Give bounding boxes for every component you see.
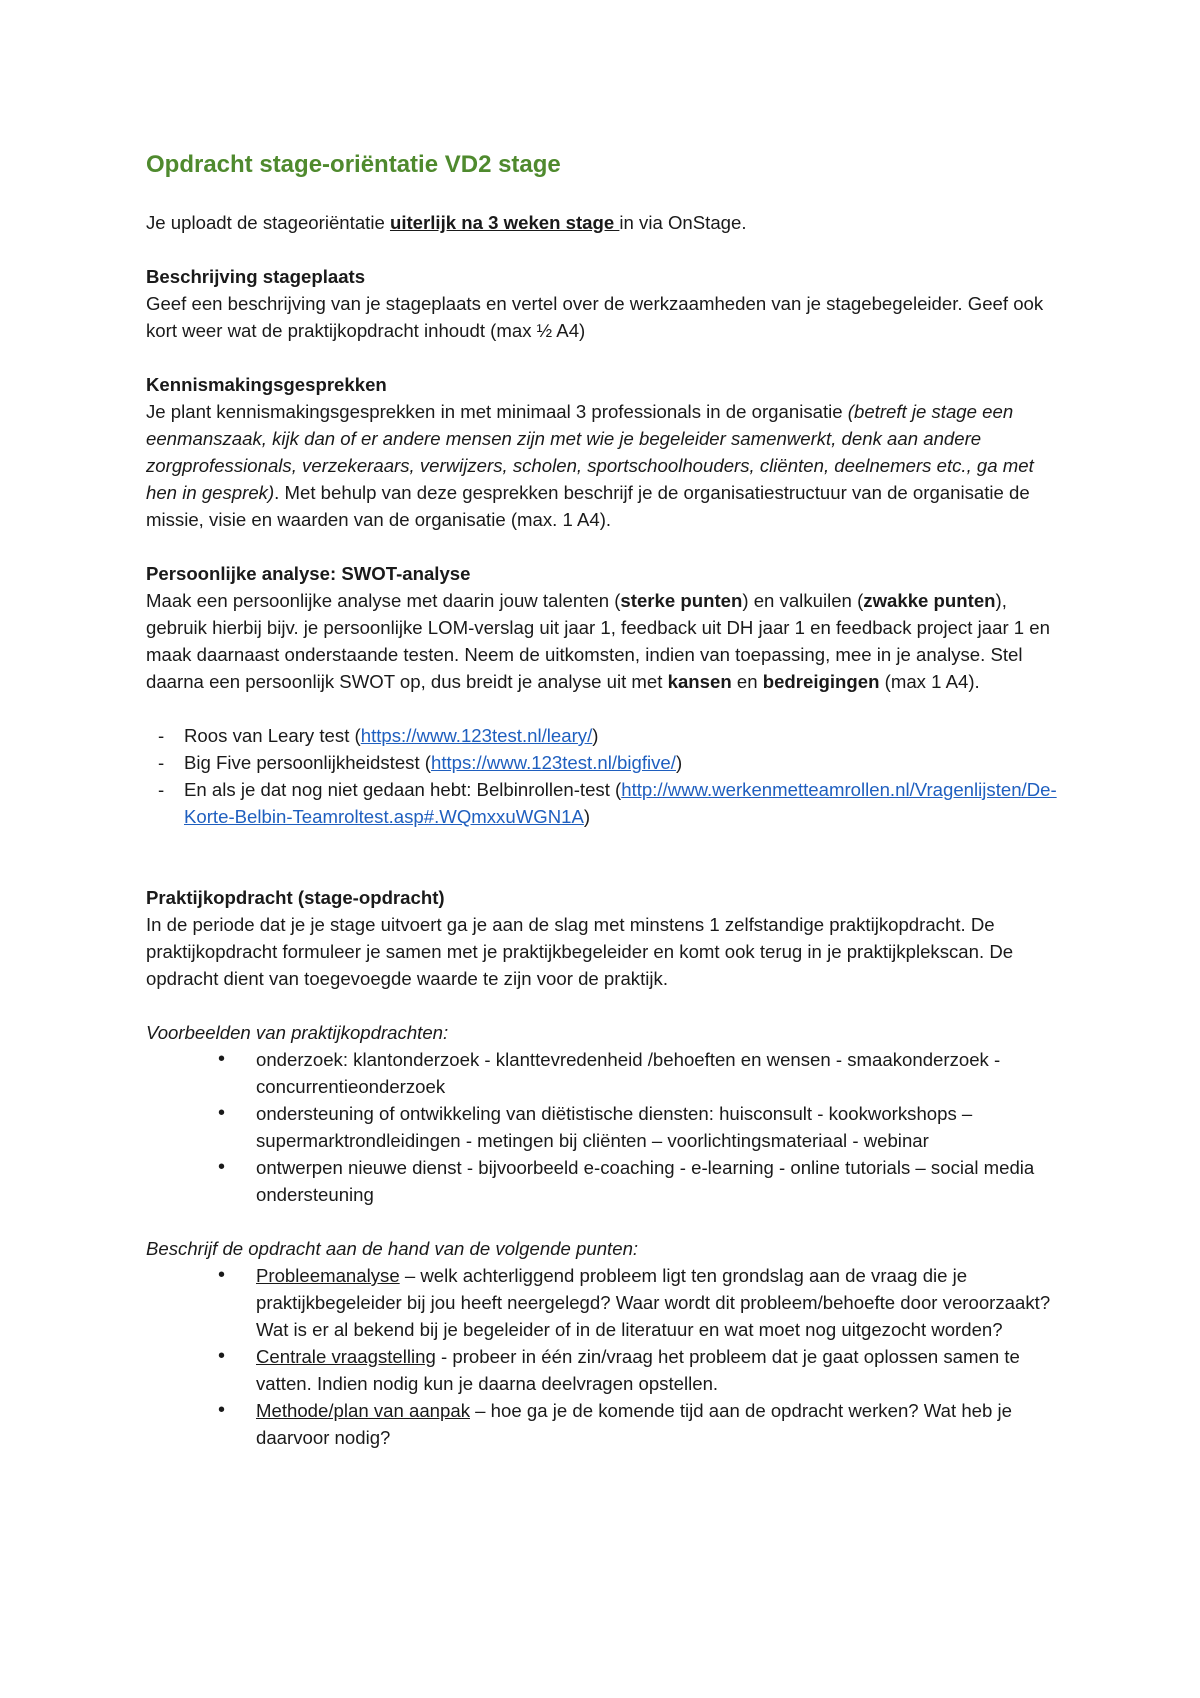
heading-kennismaking: Kennismakingsgesprekken [146, 374, 387, 395]
list-item [146, 1262, 1066, 1343]
kennismaking-text-end: . Met behulp van deze gesprekken beschrijf je de organisatiestructuur van de organisatie de missie, visie en waarden van de organisatie (max. 1 A4). [146, 482, 1030, 530]
intro-text-end: in via OnStage. [619, 212, 747, 233]
list-item [146, 722, 1066, 749]
swot-text-4: en [731, 671, 763, 692]
test-list [146, 722, 1066, 830]
praktijk-text: In de periode dat je je stage uitvoert ga je aan de slag met minstens 1 zelfstandige praktijkopdracht. De praktijkopdracht formuleer je samen met je praktijkbegeleider en komt ook terug in je praktijkplekscan. De opdracht dient van toegevoegde waarde te zijn voor de praktijk. [146, 914, 1014, 989]
swot-bold-3: kansen [667, 671, 732, 692]
list-item [146, 1397, 1066, 1451]
swot-text-3: ), gebruik hierbij bijv. je persoonlijke LOM-verslag uit jaar 1, feedback uit DH jaar 1 en feedback project jaar 1 en maak daarnaast onderstaande testen. Neem de uitkomsten, indien van toepassing, mee in je analyse. Stel daarna een persoonlijk SWOT op, dus breidt je analyse uit met [146, 590, 1050, 692]
term-probleemanalyse: Probleemanalyse [256, 1265, 400, 1286]
heading-praktijk: Praktijkopdracht (stage-opdracht) [146, 887, 445, 908]
list-item: • ondersteuning of ontwikkeling van diëtistische diensten: huisconsult - kookworkshops – supermarktrondleidingen - metingen bij cliënten – voorlichtingsmateriaal - webinar [146, 1100, 1066, 1154]
intro-deadline: uiterlijk na 3 weken stage [389, 212, 620, 233]
test-close: ) [675, 752, 683, 773]
swot-text-5: (max 1 A4). [879, 671, 980, 692]
kennismaking-paragraph [146, 398, 1066, 533]
swot-bold-2: zwakke punten [863, 590, 996, 611]
list-item: • onderzoek: klantonderzoek - klanttevredenheid /behoeften en wensen - smaakonderzoek - concurrentieonderzoek [146, 1046, 1066, 1100]
test-label: En als je dat nog niet gedaan hebt: Belbinrollen-test ( [184, 779, 622, 800]
heading-voorbeelden: Voorbeelden van praktijkopdrachten: [146, 1022, 449, 1043]
term-description: - probeer in één zin/vraag het probleem dat je gaat oplossen samen te vatten. Indien nodig kun je daarna deelvragen opstellen. [256, 1346, 1020, 1394]
belbin-link[interactable]: http://www.werkenmetteamrollen.nl/Vragenlijsten/De-Korte-Belbin-Teamroltest.asp#.WQmxxuWGN1A [184, 779, 1057, 827]
swot-bold-4: bedreigingen [762, 671, 880, 692]
kennismaking-text: Je plant kennismakingsgesprekken in met minimaal 3 professionals in de organisatie [146, 401, 848, 422]
heading-beschrijving: Beschrijving stageplaats [146, 266, 366, 287]
beschrijf-list [146, 1262, 1066, 1451]
swot-bold-1: sterke punten [620, 590, 743, 611]
leary-link[interactable]: https://www.123test.nl/leary/ [360, 725, 593, 746]
document-page [146, 150, 1066, 1451]
swot-paragraph [146, 587, 1066, 695]
test-close: ) [592, 725, 599, 746]
intro-paragraph [146, 209, 1066, 236]
voorbeelden-list [146, 1046, 1066, 1208]
test-label: Big Five persoonlijkheidstest ( [184, 752, 431, 773]
heading-swot: Persoonlijke analyse: SWOT-analyse [146, 563, 471, 584]
bigfive-link[interactable]: https://www.123test.nl/bigfive/ [431, 752, 676, 773]
beschrijving-text: Geef een beschrijving van je stageplaats en vertel over de werkzaamheden van je stagebegeleider. Geef ook kort weer wat de praktijkopdracht inhoudt (max ½ A4) [146, 293, 1044, 341]
term-description: – welk achterliggend probleem ligt ten grondslag aan de vraag die je praktijkbegeleider bij jou heeft neergelegd? Waar wordt dit probleem/behoefte door veroorzaakt? Wat is er al bekend bij je begeleider of in de literatuur en wat moet nog uitgezocht worden? [256, 1265, 1051, 1340]
term-centrale-vraagstelling: Centrale vraagstelling [256, 1346, 436, 1367]
list-item: • ontwerpen nieuwe dienst - bijvoorbeeld e-coaching - e-learning - online tutorials – social media ondersteuning [146, 1154, 1066, 1208]
swot-text-1: Maak een persoonlijke analyse met daarin jouw talenten ( [146, 590, 621, 611]
test-label: Roos van Leary test ( [184, 725, 361, 746]
heading-beschrijf: Beschrijf de opdracht aan de hand van de volgende punten: [146, 1238, 639, 1259]
list-item [146, 749, 1066, 776]
list-item [146, 776, 1066, 830]
list-item [146, 1343, 1066, 1397]
test-close: ) [583, 806, 591, 827]
kennismaking-italic: (betreft je stage een eenmanszaak, kijk dan of er andere mensen zijn met wie je begeleider samenwerkt, denk aan andere zorgprofessionals, verzekeraars, verwijzers, scholen, sportschoolhouders, cliënten, deelnemers etc., ga met hen in gesprek) [146, 401, 1034, 503]
term-methode: Methode/plan van aanpak [256, 1400, 470, 1421]
document-title: Opdracht stage-oriëntatie VD2 stage [146, 151, 561, 178]
term-description: – hoe ga je de komende tijd aan de opdracht werken? Wat heb je daarvoor nodig? [256, 1400, 1012, 1448]
swot-text-2: ) en valkuilen ( [742, 590, 864, 611]
intro-text: Je uploadt de stageoriëntatie [146, 212, 390, 233]
